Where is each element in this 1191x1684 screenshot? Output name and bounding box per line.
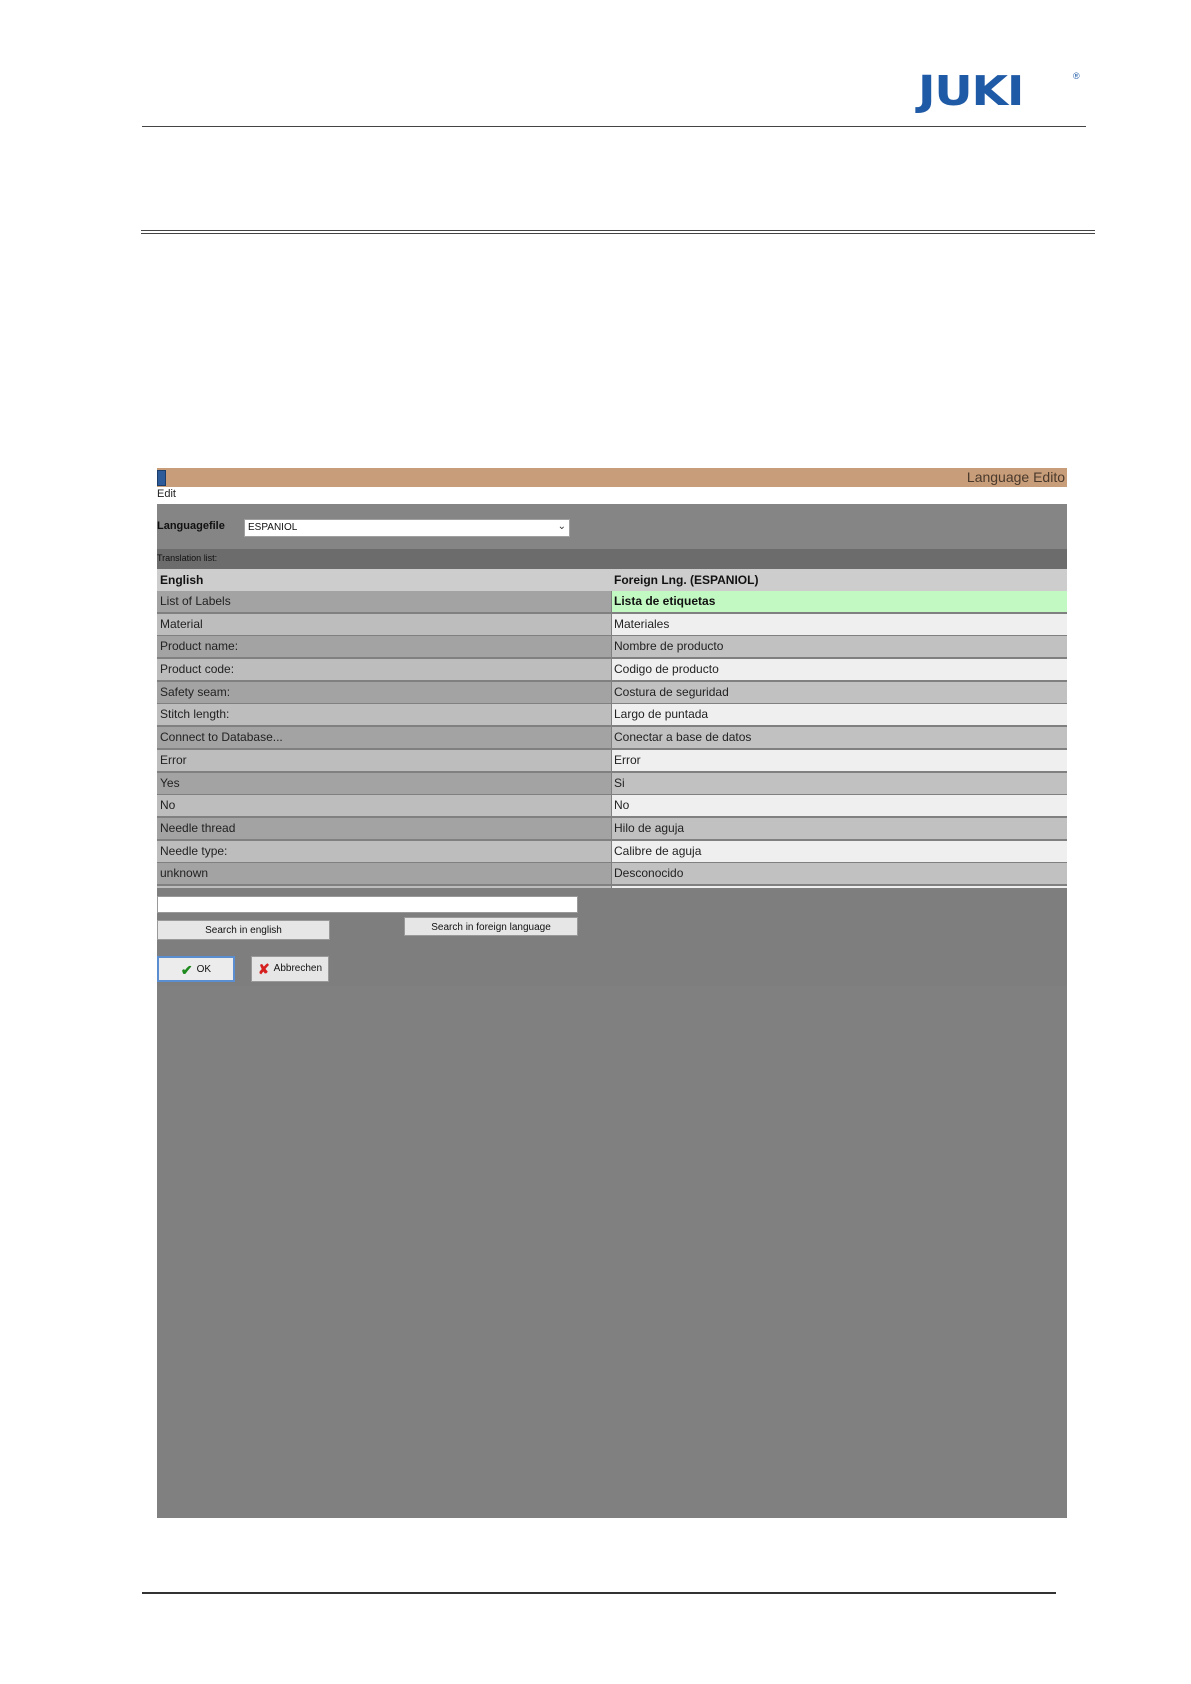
english-cell[interactable]: Stitch length: bbox=[157, 704, 611, 725]
languagefile-dropdown[interactable] bbox=[244, 519, 570, 537]
table-row[interactable] bbox=[157, 750, 1067, 773]
table-row[interactable] bbox=[157, 841, 1067, 864]
search-english-button[interactable]: Search in english bbox=[157, 920, 330, 940]
translation-list-bar bbox=[157, 549, 1067, 569]
table-row[interactable] bbox=[157, 727, 1067, 750]
cancel-label: Abbrechen bbox=[273, 963, 323, 974]
foreign-cell[interactable]: Materiales bbox=[612, 614, 1067, 635]
menu-bar bbox=[157, 487, 1067, 504]
app-icon bbox=[157, 470, 166, 486]
table-row[interactable] bbox=[157, 773, 1067, 796]
table-row[interactable] bbox=[157, 795, 1067, 818]
ok-button[interactable] bbox=[157, 956, 235, 982]
foreign-cell[interactable]: Hilo de aguja bbox=[612, 818, 1067, 839]
grid-header bbox=[157, 569, 1067, 591]
languagefile-label: Languagefile bbox=[157, 520, 225, 532]
translation-list-label: Translation list: bbox=[157, 553, 218, 563]
window-title: Language Edito bbox=[966, 469, 1065, 485]
languagefile-panel bbox=[157, 504, 1067, 549]
foreign-cell[interactable]: Si bbox=[612, 773, 1067, 794]
languagefile-value: ESPANIOL bbox=[248, 522, 298, 533]
foreign-cell[interactable]: Nombre de producto bbox=[612, 636, 1067, 657]
close-icon: ✘ bbox=[257, 961, 270, 977]
english-cell[interactable]: unknown bbox=[157, 863, 611, 884]
menu-edit[interactable]: Edit bbox=[157, 488, 176, 500]
table-row[interactable] bbox=[157, 682, 1067, 705]
registered-mark: ® bbox=[1073, 71, 1080, 81]
english-cell[interactable]: Needle type: bbox=[157, 841, 611, 862]
juki-logo bbox=[918, 67, 1080, 115]
table-row[interactable] bbox=[157, 659, 1067, 682]
table-row[interactable] bbox=[157, 863, 1067, 886]
column-header-foreign[interactable]: Foreign Lng. (ESPANIOL) bbox=[614, 573, 759, 587]
section-rule-bottom bbox=[141, 233, 1095, 234]
foreign-cell[interactable]: Error bbox=[612, 750, 1067, 771]
footer-rule bbox=[142, 1592, 1056, 1594]
foreign-cell[interactable]: Largo de puntada bbox=[612, 704, 1067, 725]
foreign-cell[interactable]: Conectar a base de datos bbox=[612, 727, 1067, 748]
ok-label: OK bbox=[196, 964, 212, 975]
foreign-cell[interactable]: Codigo de producto bbox=[612, 659, 1067, 680]
english-cell[interactable]: Safety seam: bbox=[157, 682, 611, 703]
foreign-cell[interactable]: Calibre de aguja bbox=[612, 841, 1067, 862]
table-row[interactable] bbox=[157, 614, 1067, 637]
english-cell[interactable]: No bbox=[157, 795, 611, 816]
english-cell[interactable]: Product code: bbox=[157, 659, 611, 680]
table-row[interactable] bbox=[157, 591, 1067, 614]
language-editor-window bbox=[157, 468, 1067, 1518]
chevron-down-icon: ⌄ bbox=[557, 521, 566, 532]
english-cell[interactable]: Product name: bbox=[157, 636, 611, 657]
foreign-cell[interactable]: Desconocido bbox=[612, 863, 1067, 884]
column-header-english[interactable]: English bbox=[160, 573, 204, 587]
table-row[interactable] bbox=[157, 818, 1067, 841]
section-rule-top bbox=[141, 230, 1095, 231]
search-input[interactable] bbox=[157, 896, 578, 913]
search-foreign-button[interactable]: Search in foreign language bbox=[404, 917, 578, 936]
english-cell[interactable]: Connect to Database... bbox=[157, 727, 611, 748]
logo-text: JUKI bbox=[918, 67, 1024, 115]
english-cell[interactable]: Yes bbox=[157, 773, 611, 794]
search-panel bbox=[157, 888, 1067, 986]
check-icon: ✔ bbox=[180, 962, 193, 978]
foreign-cell[interactable]: Lista de etiquetas bbox=[612, 591, 1067, 612]
cancel-button[interactable] bbox=[251, 956, 329, 982]
title-bar[interactable] bbox=[157, 468, 1067, 487]
grid-rows bbox=[157, 591, 1067, 888]
table-row[interactable] bbox=[157, 704, 1067, 727]
foreign-cell[interactable]: No bbox=[612, 795, 1067, 816]
translation-grid[interactable] bbox=[157, 569, 1067, 888]
english-cell[interactable]: Error bbox=[157, 750, 611, 771]
foreign-cell[interactable]: Costura de seguridad bbox=[612, 682, 1067, 703]
english-cell[interactable]: Needle thread bbox=[157, 818, 611, 839]
table-row[interactable] bbox=[157, 636, 1067, 659]
english-cell[interactable]: List of Labels bbox=[157, 591, 611, 612]
english-cell[interactable]: Material bbox=[157, 614, 611, 635]
header-rule bbox=[142, 126, 1086, 127]
